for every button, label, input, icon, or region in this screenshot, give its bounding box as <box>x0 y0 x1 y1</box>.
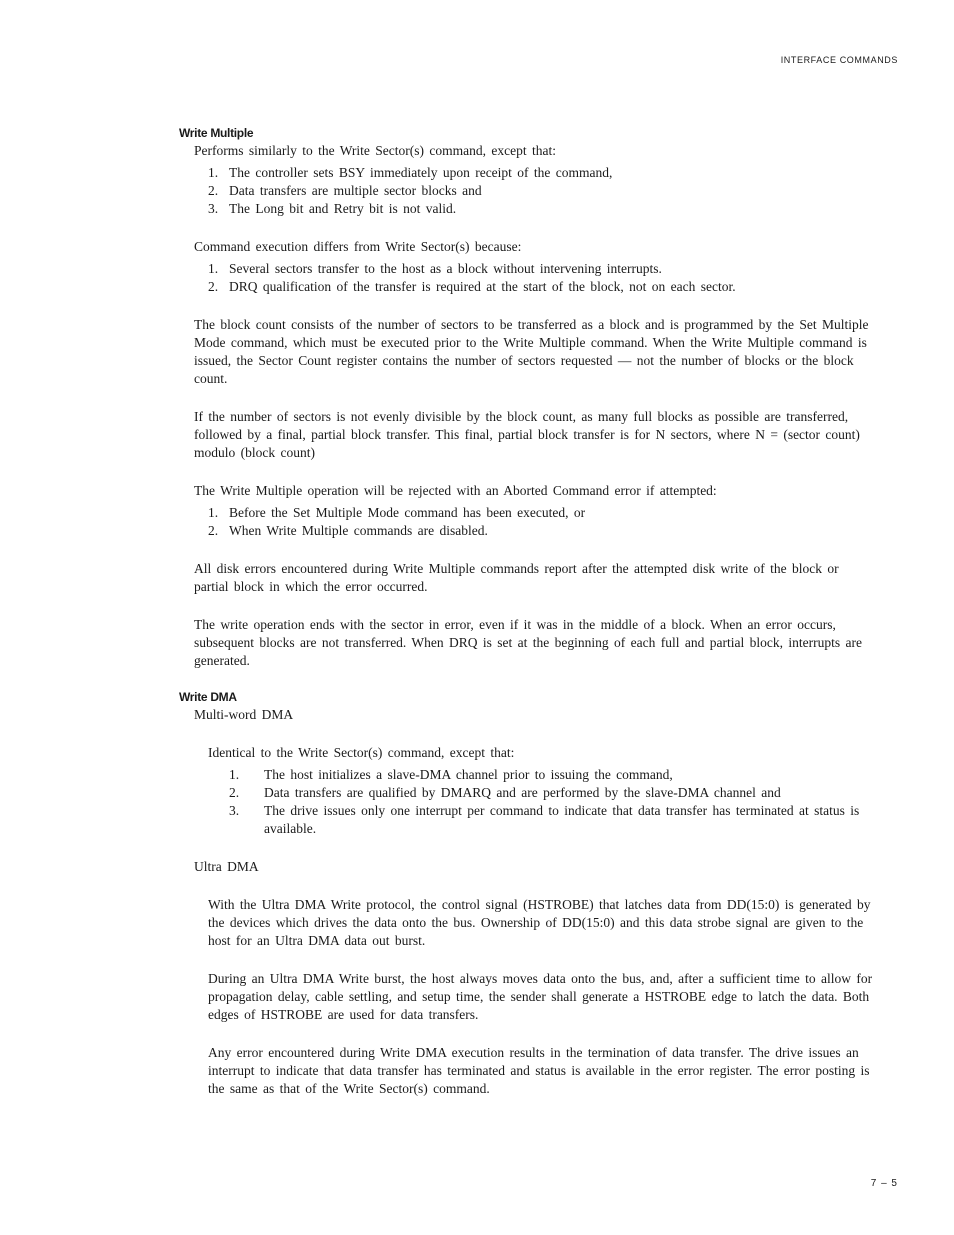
list-item: 2. Data transfers are qualified by DMARQ and are performed by the slave-DMA channel and <box>229 785 781 800</box>
list-item: 1. Several sectors transfer to the host as a block without intervening interrupts. <box>208 261 662 276</box>
ultra-burst-paragraph: During an Ultra DMA Write burst, the host always moves data onto the bus, and, after a sufficient time to allow for propagation delay, cable settling, and setup time, the sender shall generate a HSTROBE edge to latch the data. Both edges of HSTROBE are used for data transfers. <box>208 971 873 1022</box>
ultra-dma-label: Ultra DMA <box>194 859 259 874</box>
list-item: 1. The controller sets BSY immediately upon receipt of the command, <box>208 165 613 180</box>
list-item: 2. DRQ qualification of the transfer is required at the start of the block, not on each sector. <box>208 279 736 294</box>
list-item: 1. Before the Set Multiple Mode command has been executed, or <box>208 505 586 520</box>
execution-intro: Command execution differs from Write Sector(s) because: <box>194 239 522 254</box>
dma-differences-list <box>208 766 874 838</box>
disk-errors-paragraph: All disk errors encountered during Write Multiple commands report after the attempted disk write of the block or partial block in which the error occurred. <box>194 561 839 594</box>
page-number: 7 – 5 <box>870 1178 898 1189</box>
list-item: 3. The drive issues only one interrupt per command to indicate that data transfer has terminated at status is available. <box>229 803 860 836</box>
execution-list <box>194 260 874 296</box>
list-item: 2. When Write Multiple commands are disabled. <box>208 523 488 538</box>
ultra-protocol-paragraph: With the Ultra DMA Write protocol, the control signal (HSTROBE) that latches data from DD(15:0) is generated by the devices which drives the data onto the bus. Ownership of DD(15:0) and this data strobe signal are given to the host for an Ultra DMA data out burst. <box>208 897 871 948</box>
section-heading-write-multiple: Write Multiple <box>179 126 254 140</box>
intro-paragraph: Performs similarly to the Write Sector(s) command, except that: <box>194 143 556 158</box>
operation-ends-paragraph: The write operation ends with the sector in error, even if it was in the middle of a block. When an error occurs, subsequent blocks are not transferred. When DRQ is set at the beginning of each full and partial block, interrupts are generated. <box>194 617 862 668</box>
list-item: 2. Data transfers are multiple sector blocks and <box>208 183 482 198</box>
section-heading-write-dma: Write DMA <box>179 690 237 704</box>
write-multiple-body <box>194 142 874 670</box>
rejected-intro: The Write Multiple operation will be rejected with an Aborted Command error if attempted: <box>194 483 717 498</box>
multiword-dma-label: Multi-word DMA <box>194 707 294 722</box>
ultra-error-paragraph: Any error encountered during Write DMA execution results in the termination of data transfer. The drive issues an interrupt to indicate that data transfer has terminated and status is available in the error register. The error posting is the same as that of the Write Sector(s) command. <box>208 1045 870 1096</box>
partial-block-paragraph: If the number of sectors is not evenly divisible by the block count, as many full blocks as possible are transferred, followed by a final, partial block transfer. This final, partial block transfer is for N sectors, where N = (sector count) modulo (block count) <box>194 409 860 460</box>
write-dma-body <box>194 706 874 1098</box>
block-count-paragraph: The block count consists of the number of sectors to be transferred as a block and is programmed by the Set Multiple Mode command, which must be executed prior to the Write Multiple command. When the Write Multiple command is issued, the Sector Count register contains the number of sectors requested — not the number of blocks or the block count. <box>194 317 869 386</box>
list-item: 1. The host initializes a slave-DMA channel prior to issuing the command, <box>229 767 673 782</box>
running-header: INTERFACE COMMANDS <box>780 55 898 65</box>
identical-intro: Identical to the Write Sector(s) command, except that: <box>208 745 515 760</box>
differences-list <box>194 164 874 218</box>
page-content <box>179 124 874 1098</box>
list-item: 3. The Long bit and Retry bit is not valid. <box>208 201 457 216</box>
rejected-list <box>194 504 874 540</box>
